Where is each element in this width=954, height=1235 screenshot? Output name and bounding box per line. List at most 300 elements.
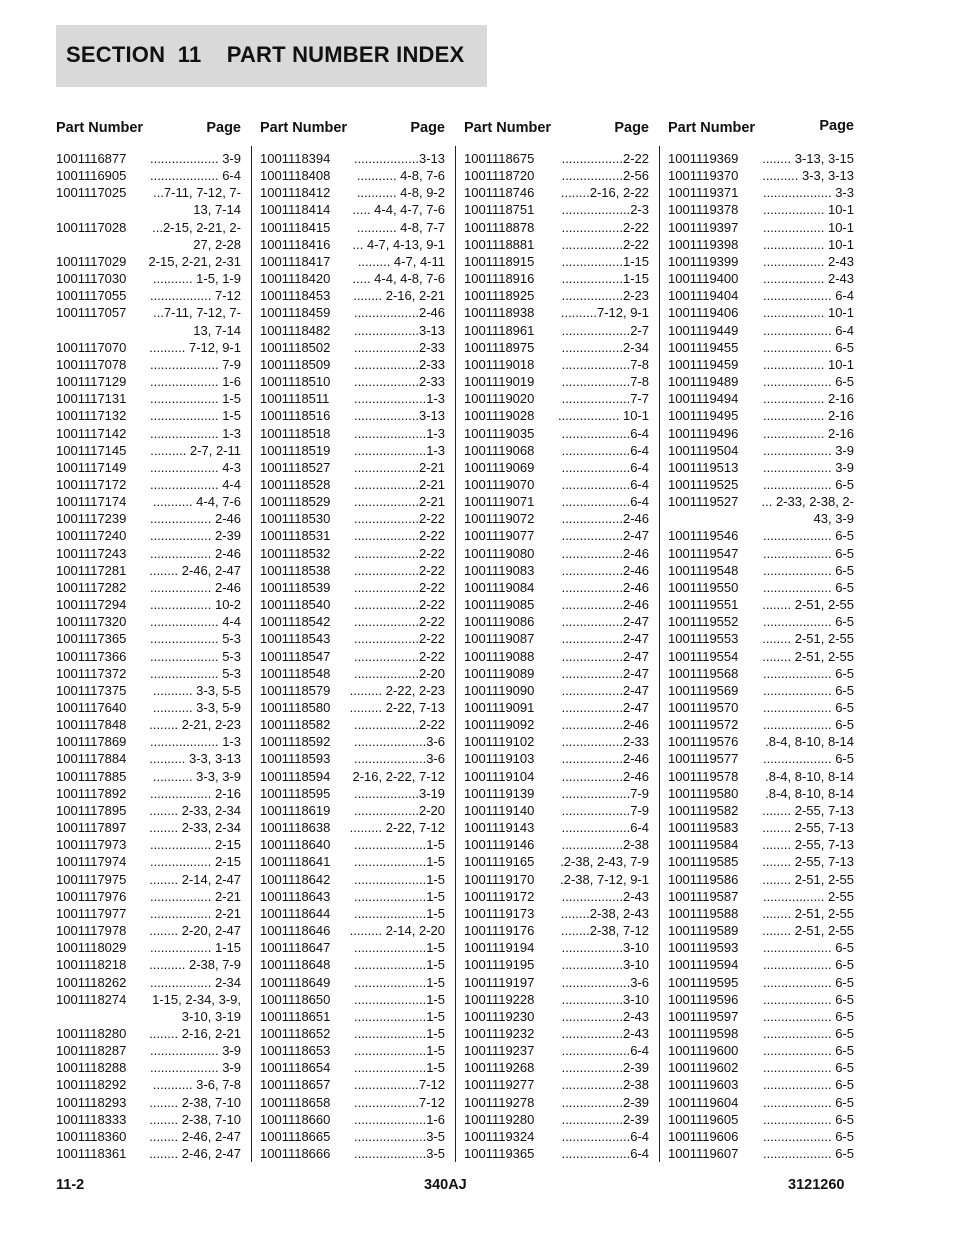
page-reference: 1-15, 2-34, 3-9, 3-10, 3-19: [152, 991, 241, 1024]
part-number: 1001116877: [56, 151, 127, 166]
page-reference: ..........7-12, 9-1: [560, 305, 649, 321]
page-reference: ................. 2-46: [149, 511, 241, 527]
page-reference: .................2-46: [561, 579, 649, 595]
index-entry: [464, 390, 649, 407]
page-reference: ........ 2-55, 7-13: [762, 820, 854, 836]
index-entry: [56, 545, 241, 562]
page-reference: ....................1-5: [353, 1008, 445, 1024]
index-entry: [668, 819, 854, 836]
page-reference: ..................7-12: [353, 1094, 445, 1110]
page-reference: .................2-47: [561, 631, 649, 647]
part-number: 1001117895: [56, 802, 127, 818]
index-entry: [668, 991, 854, 1008]
part-number: 1001118595: [260, 785, 331, 801]
part-number: 1001118280: [56, 1025, 127, 1041]
part-number: 1001118638: [260, 820, 331, 836]
part-number: 1001119583: [668, 820, 739, 836]
page-reference: .................2-47: [561, 700, 649, 715]
part-number: 1001117149: [56, 459, 127, 475]
part-number: 1001119085: [464, 597, 535, 613]
part-number: 1001118652: [260, 1025, 331, 1041]
index-entry: [260, 956, 445, 973]
index-entry: [464, 150, 649, 167]
part-number: 1001119230: [464, 1008, 535, 1024]
part-number: 1001117239: [56, 511, 127, 527]
page-reference: .................2-43: [561, 1008, 649, 1024]
part-number: 1001119593: [668, 940, 739, 956]
page-reference: ................. 7-12: [149, 288, 241, 304]
index-entry: [56, 287, 241, 304]
part-number: 1001118720: [464, 168, 535, 184]
index-entry: [668, 871, 854, 888]
index-entry: [260, 184, 445, 201]
index-entry: [56, 442, 241, 459]
page-reference: .................2-46: [561, 562, 649, 578]
index-entry: [464, 922, 649, 939]
part-number: 1001118360: [56, 1128, 127, 1144]
index-entry: [464, 939, 649, 956]
page-reference: ................... 1-6: [149, 374, 241, 390]
index-column-4: [668, 118, 854, 1162]
index-entry: [464, 905, 649, 922]
page-reference: ........ 2-55, 7-13: [762, 854, 854, 870]
part-number: 1001119170: [464, 871, 535, 887]
page-reference: ...................6-4: [561, 820, 649, 836]
part-number: 1001119576: [668, 734, 739, 750]
index-entry: [464, 476, 649, 493]
page-reference: ................. 2-21: [149, 888, 241, 904]
column-divider: [455, 146, 456, 1162]
page-reference: ........ 2-55, 7-13: [762, 837, 854, 853]
index-entry: [260, 750, 445, 767]
page-reference: .................2-39: [561, 1094, 649, 1110]
index-entry: [260, 287, 445, 304]
part-number: 1001118333: [56, 1111, 127, 1127]
page-reference: ................... 6-5: [762, 1111, 854, 1127]
part-number: 1001119018: [464, 356, 535, 372]
index-entry: [260, 322, 445, 339]
index-entry: [464, 682, 649, 699]
index-entry: [260, 219, 445, 236]
part-number: 1001119594: [668, 957, 739, 973]
footer-doc-number: 3121260: [788, 1177, 845, 1193]
part-number: 1001119459: [668, 356, 739, 372]
part-number: 1001119578: [668, 768, 739, 784]
part-number: 1001118502: [260, 339, 331, 355]
index-entry: [56, 613, 241, 630]
index-entry: [668, 236, 854, 253]
part-number: 1001119548: [668, 562, 739, 578]
part-number: 1001119455: [668, 339, 739, 355]
page-reference: .................2-47: [561, 528, 649, 544]
page-reference: .................2-43: [561, 888, 649, 904]
page-reference: ...................7-8: [561, 356, 649, 372]
index-entry: [260, 442, 445, 459]
page-reference: 2-16, 2-22, 7-12: [352, 768, 445, 784]
page-reference: ....................3-6: [353, 751, 445, 767]
page-reference: ................... 6-5: [762, 1146, 854, 1162]
page-reference: ...7-11, 7-12, 7- 13, 7-14: [153, 305, 241, 338]
page-reference: ..................2-20: [353, 665, 445, 681]
part-number: 1001118665: [260, 1128, 331, 1144]
index-entry: [668, 219, 854, 236]
index-entry: [668, 579, 854, 596]
index-entry: [668, 630, 854, 647]
page-reference: ........2-38, 7-12: [560, 923, 649, 939]
page-reference: .................1-15: [561, 253, 649, 269]
index-entry: [668, 407, 854, 424]
part-number: 1001119139: [464, 785, 535, 801]
part-number: 1001119449: [668, 322, 739, 338]
page-reference: ................. 2-46: [149, 579, 241, 595]
index-entry: [56, 596, 241, 613]
index-entry: [668, 1076, 854, 1093]
page-reference: ....................1-3: [353, 442, 445, 458]
part-number: 1001119088: [464, 648, 535, 664]
part-number: 1001119504: [668, 442, 739, 458]
part-number: 1001116905: [56, 168, 127, 184]
page-reference: ..................3-13: [353, 408, 445, 424]
page-reference: ....................1-5: [353, 854, 445, 870]
index-entry: [668, 184, 854, 201]
index-entry: [260, 768, 445, 785]
page-reference: .8-4, 8-10, 8-14: [765, 768, 854, 784]
part-number: 1001119090: [464, 682, 535, 698]
index-entry: [56, 1076, 241, 1093]
part-number: 1001119268: [464, 1060, 535, 1076]
index-entry: [464, 768, 649, 785]
page-reference: ..................2-33: [353, 356, 445, 372]
page-reference: ..... 4-4, 4-8, 7-6: [352, 271, 445, 287]
page-reference: ................... 6-5: [762, 1077, 854, 1093]
part-number: 1001117131: [56, 391, 127, 407]
index-entry: [464, 322, 649, 339]
index-entry: [260, 1059, 445, 1076]
page-header: Page: [614, 120, 649, 136]
index-entry: [464, 219, 649, 236]
index-rows: [56, 150, 241, 1162]
index-entry: [56, 1145, 241, 1162]
index-entry: [260, 167, 445, 184]
page-header: Page: [206, 120, 241, 136]
part-number: 1001118619: [260, 802, 331, 818]
page-reference: .................3-10: [561, 991, 649, 1007]
page-reference: ..................2-20: [353, 802, 445, 818]
part-number: 1001119606: [668, 1128, 739, 1144]
part-number: 1001119084: [464, 579, 535, 595]
index-entry: [668, 356, 854, 373]
part-number: 1001117366: [56, 648, 127, 664]
page-reference: ....................1-5: [353, 837, 445, 853]
index-entry: [260, 150, 445, 167]
part-number: 1001119595: [668, 974, 739, 990]
page-reference: ..................3-13: [353, 151, 445, 166]
page-reference: ................... 6-4: [149, 168, 241, 184]
part-number: 1001118274: [56, 991, 127, 1007]
index-entry: [260, 939, 445, 956]
page-reference: ... 2-33, 2-38, 2- 43, 3-9: [761, 494, 854, 527]
page-reference: ................... 7-9: [149, 356, 241, 372]
page-reference: .................2-46: [561, 545, 649, 561]
part-number: 1001119580: [668, 785, 739, 801]
index-entry: [56, 1128, 241, 1145]
part-number: 1001118649: [260, 974, 331, 990]
part-number: 1001119172: [464, 888, 535, 904]
page-reference: .................2-22: [561, 236, 649, 252]
page-reference: ........ 2-21, 2-23: [149, 717, 241, 733]
part-number: 1001117132: [56, 408, 127, 424]
index-entry: [56, 974, 241, 991]
index-entry: [668, 836, 854, 853]
page-reference: ................... 3-9: [762, 442, 854, 458]
page-reference: ................... 6-5: [762, 957, 854, 973]
page-reference: .................2-22: [561, 219, 649, 235]
index-entry: [260, 1111, 445, 1128]
page-reference: ................... 5-3: [149, 648, 241, 664]
index-column-2: [260, 118, 445, 1162]
part-number: 1001119603: [668, 1077, 739, 1093]
page-reference: .................1-15: [561, 271, 649, 287]
part-number-header: Part Number: [260, 120, 348, 136]
part-number: 1001119607: [668, 1146, 739, 1162]
index-entry: [464, 630, 649, 647]
footer-page-number: 11-2: [56, 1177, 85, 1193]
page-reference: ...................6-4: [561, 459, 649, 475]
part-number: 1001119582: [668, 802, 739, 818]
page-reference: .......... 3-3, 3-13: [149, 751, 241, 767]
part-number: 1001118530: [260, 511, 331, 527]
index-entry: [668, 201, 854, 218]
page-reference: ........... 4-8, 7-6: [356, 168, 445, 184]
page-reference: ................. 10-1: [762, 305, 854, 321]
index-entry: [260, 339, 445, 356]
index-rows: [260, 150, 445, 1162]
index-entry: [668, 304, 854, 321]
index-entry: [260, 373, 445, 390]
part-number: 1001119028: [464, 408, 535, 424]
page-reference: ................... 6-5: [762, 974, 854, 990]
part-number: 1001118938: [464, 305, 535, 321]
page-reference: ....................1-5: [353, 940, 445, 956]
part-number: 1001118658: [260, 1094, 331, 1110]
index-entry: [668, 1042, 854, 1059]
part-number: 1001118746: [464, 185, 535, 201]
part-number: 1001119020: [464, 391, 535, 407]
index-entry: [260, 390, 445, 407]
index-entry: [668, 682, 854, 699]
page-reference: ........ 2-33, 2-34: [149, 820, 241, 836]
page-reference: .................2-46: [561, 597, 649, 613]
index-entry: [56, 733, 241, 750]
index-entry: [260, 888, 445, 905]
page-reference: ...................6-4: [561, 476, 649, 492]
page-reference: ...................6-4: [561, 1146, 649, 1162]
part-number: 1001117365: [56, 631, 127, 647]
part-number: 1001119399: [668, 253, 739, 269]
part-number: 1001118548: [260, 665, 331, 681]
index-entry: [260, 270, 445, 287]
index-entry: [464, 373, 649, 390]
part-number: 1001118518: [260, 425, 331, 441]
part-number: 1001119588: [668, 905, 739, 921]
index-entry: [464, 836, 649, 853]
index-entry: [56, 768, 241, 785]
part-number: 1001118657: [260, 1077, 331, 1093]
index-entry: [56, 1059, 241, 1076]
part-number: 1001117974: [56, 854, 127, 870]
part-number: 1001119277: [464, 1077, 535, 1093]
index-entry: [56, 853, 241, 870]
index-entry: [56, 648, 241, 665]
page-reference: ..... 4-4, 4-7, 7-6: [352, 202, 445, 218]
index-entry: [668, 716, 854, 733]
index-entry: [56, 184, 241, 218]
index-entry: [464, 287, 649, 304]
page-reference: .8-4, 8-10, 8-14: [765, 734, 854, 750]
part-number-header: Part Number: [464, 120, 552, 136]
part-number: 1001119553: [668, 631, 739, 647]
part-number: 1001119194: [464, 940, 535, 956]
page-reference: ........ 2-16, 2-21: [149, 1025, 241, 1041]
part-number: 1001118915: [464, 253, 535, 269]
page-reference: ................. 10-1: [762, 202, 854, 218]
part-number: 1001119406: [668, 305, 739, 321]
page-reference: ................... 6-5: [762, 476, 854, 492]
page-reference: ........ 2-55, 7-13: [762, 802, 854, 818]
index-entry: [56, 1111, 241, 1128]
part-number: 1001117977: [56, 905, 127, 921]
page-reference: ................... 6-5: [762, 1060, 854, 1076]
part-number: 1001119019: [464, 374, 535, 390]
page-reference: ....................3-6: [353, 734, 445, 750]
part-number: 1001118593: [260, 751, 331, 767]
part-number: 1001117897: [56, 820, 127, 836]
part-number: 1001117294: [56, 597, 127, 613]
page-reference: ................... 6-5: [762, 717, 854, 733]
part-number: 1001118582: [260, 717, 331, 733]
part-number: 1001117240: [56, 528, 127, 544]
part-number: 1001118651: [260, 1008, 331, 1024]
page-reference: ................. 2-34: [149, 974, 241, 990]
page-reference: ...................7-9: [561, 802, 649, 818]
index-entry: [260, 201, 445, 218]
part-number: 1001118675: [464, 151, 535, 166]
index-entry: [668, 905, 854, 922]
index-entry: [56, 1094, 241, 1111]
index-entry: [464, 716, 649, 733]
page-reference: ................. 2-16: [149, 785, 241, 801]
page-reference: ................... 5-3: [149, 665, 241, 681]
index-entry: [260, 304, 445, 321]
index-entry: [56, 1025, 241, 1042]
index-entry: [260, 253, 445, 270]
section-header-box: [56, 25, 487, 87]
part-number: 1001119569: [668, 682, 739, 698]
part-number: 1001119080: [464, 545, 535, 561]
part-number: 1001119365: [464, 1146, 535, 1162]
page-reference: .......... 2-7, 2-11: [150, 442, 241, 458]
index-entry: [668, 425, 854, 442]
index-entry: [260, 510, 445, 527]
index-entry: [260, 699, 445, 716]
page-reference: .................2-39: [561, 1060, 649, 1076]
index-entry: [56, 699, 241, 716]
part-number: 1001118511: [260, 391, 330, 407]
part-number: 1001117892: [56, 785, 127, 801]
page-reference: ................... 3-9: [149, 1060, 241, 1076]
part-number: 1001117057: [56, 305, 127, 321]
index-entry: [260, 1008, 445, 1025]
page-reference: ........... 3-6, 7-8: [152, 1077, 241, 1093]
page-reference: ................... 3-9: [149, 151, 241, 166]
part-number: 1001118650: [260, 991, 331, 1007]
index-entry: [668, 545, 854, 562]
index-entry: [56, 219, 241, 253]
page-reference: ................. 2-16: [762, 425, 854, 441]
index-entry: [464, 270, 649, 287]
part-number: 1001119600: [668, 1043, 739, 1059]
footer-model: 340AJ: [424, 1177, 467, 1193]
index-entry: [56, 922, 241, 939]
page-reference: ........... 4-8, 7-7: [356, 219, 445, 235]
part-number: 1001118881: [464, 236, 535, 252]
part-number: 1001118547: [260, 648, 331, 664]
index-entry: [56, 991, 241, 1025]
part-number: 1001118648: [260, 957, 331, 973]
index-entry: [56, 476, 241, 493]
index-entry: [260, 733, 445, 750]
part-number: 1001119086: [464, 614, 535, 630]
index-entry: [668, 648, 854, 665]
index-entry: [260, 236, 445, 253]
index-entry: [464, 974, 649, 991]
page-reference: ..................2-22: [353, 597, 445, 613]
index-entry: [56, 819, 241, 836]
index-entry: [464, 1128, 649, 1145]
part-number: 1001119554: [668, 648, 739, 664]
index-entry: [464, 665, 649, 682]
part-number: 1001119598: [668, 1025, 739, 1041]
part-number: 1001118642: [260, 871, 331, 887]
part-number: 1001117029: [56, 253, 127, 269]
page-reference: ................... 1-5: [149, 391, 241, 407]
part-number: 1001117973: [56, 837, 127, 853]
index-entry: [464, 1042, 649, 1059]
page-reference: ........ 2-38, 7-10: [149, 1111, 241, 1127]
page-reference: ...................3-6: [561, 974, 649, 990]
index-entry: [464, 750, 649, 767]
index-entry: [260, 665, 445, 682]
part-number: 1001118644: [260, 905, 331, 921]
part-number: 1001118660: [260, 1111, 331, 1127]
index-entry: [464, 510, 649, 527]
page-reference: ................... 6-5: [762, 1043, 854, 1059]
part-number: 1001119584: [668, 837, 739, 853]
index-entry: [56, 750, 241, 767]
index-entry: [464, 545, 649, 562]
part-number: 1001119237: [464, 1043, 535, 1059]
part-number: 1001118510: [260, 374, 331, 390]
page-reference: .......... 2-38, 7-9: [149, 957, 241, 973]
part-number: 1001119083: [464, 562, 535, 578]
part-number: 1001119398: [668, 236, 739, 252]
index-entry: [260, 1128, 445, 1145]
page-reference: ....................3-5: [353, 1146, 445, 1162]
part-number: 1001118218: [56, 957, 127, 973]
index-entry: [464, 304, 649, 321]
index-entry: [56, 339, 241, 356]
page-reference: ..................2-21: [353, 494, 445, 510]
